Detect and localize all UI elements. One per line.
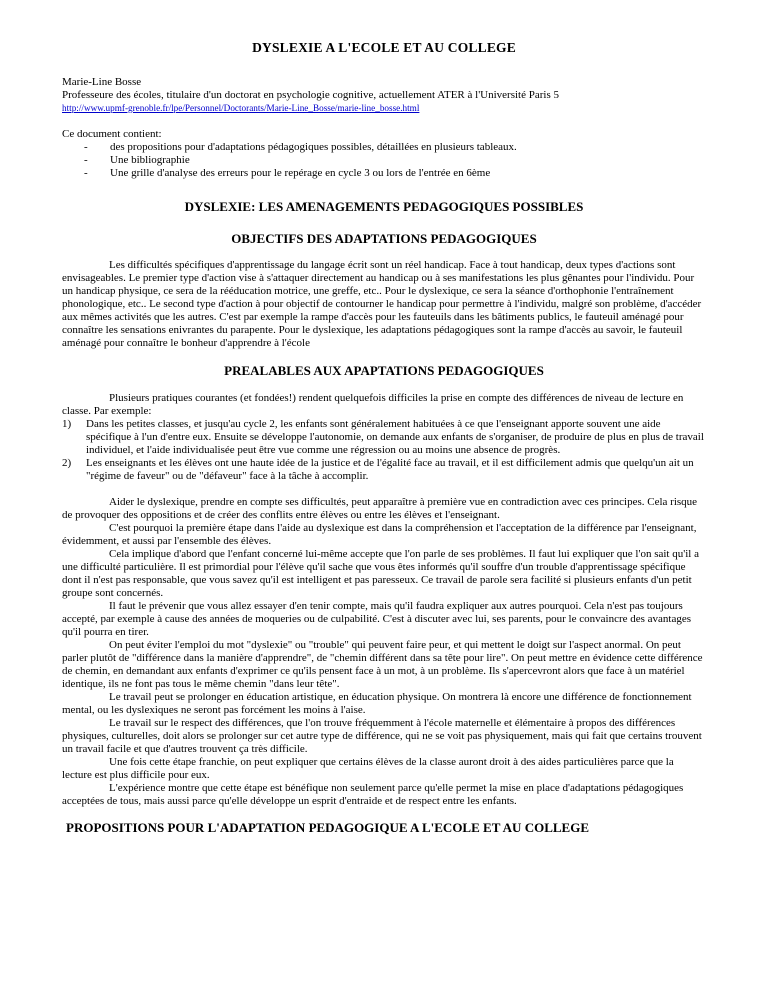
proposals-title: PROPOSITIONS POUR L'ADAPTATION PEDAGOGIQUE A L'ECOLE ET AU COLLEGE [66,820,589,835]
author-position: Professeure des écoles, titulaire d'un doctorat en psychologie cognitive, actuellement ATER à l'Université Paris 5 [62,89,559,101]
contents-intro: Ce document contient: [62,128,162,140]
prerequisites-item [62,457,706,483]
body-paragraph: C'est pourquoi la première étape dans l'aide au dyslexique est dans la compréhension et l'acceptation de la différence par l'enseignant, évidemment, et aussi par l'ensemble des élèves. [62,522,697,547]
body-paragraph: L'expérience montre que cette étape est bénéfique non seulement parce qu'elle permet la mise en place d'adaptations pédagogiques acceptées de tous, mais aussi parce qu'elle développe un esprit d'entraide et de respect entre les enfants. [62,782,684,807]
body-paragraph: Le travail sur le respect des différences, que l'on trouve fréquemment à l'école maternelle et élémentaire à propos des différences physiques, culturelles, doit alors se prolonger sur cet autre type de différence, qui ne se voit pas physiquement, mais qui fait que certains trouvent un travail facile et que d'autres trouvent ça très difficile. [62,717,702,755]
item-number: 1) [62,418,72,430]
body-paragraph: On peut éviter l'emploi du mot "dyslexie" ou "trouble" qui peuvent faire peur, et qui mettent le doigt sur l'aspect anormal. On peut parler plutôt de "différence dans la manière d'apprendre", de "chemin différent dans sa tête pour lire". On peut mettre en évidence cette différence de chemin, en demandant aux enfants d'exprimer ce qu'ils pensent face à un mot, à un problème. Ils s'apercevront alors que face à un matériel identique, ils ne font pas tous le même chemin "dans leur tête". [62,639,703,690]
prerequisites-title: PREALABLES AUX APAPTATIONS PEDAGOGIQUES [224,363,544,378]
body-paragraph: Il faut le prévenir que vous allez essayer d'en tenir compte, mais qu'il faudra expliquer aux autres pourquoi. Cela n'est pas toujours accepté, par exemple à cause des années de moqueries ou de culpabilité. C'est à discuter avec lui, ses parents, pour le convaincre des avantages qu'il pourra en tirer. [62,600,692,638]
item-number: 2) [62,457,72,469]
prerequisites-item [62,418,706,457]
prerequisites-intro: Plusieurs pratiques courantes (et fondées!) rendent quelquefois difficiles la prise en compte des différences de niveau de lecture en classe. Par exemple: [62,392,684,417]
item-text: Dans les petites classes, et jusqu'au cycle 2, les enfants sont généralement habituées à ce que l'enseignant apporte souvent une aide spécifique à l'un d'entre eux. Ensuite se développe l'autonomie, on demande aux enfants de s'organiser, de produire de plus en plus de travail individuel, et l'aide individualisée peut être vue comme une régression ou au moins une absence de progrès. [86,418,704,456]
objectives-paragraph: Les difficultés spécifiques d'apprentissage du langage écrit sont un réel handicap. Face à tout handicap, deux types d'actions sont envisageables. Le premier type d'action vise à s'attaquer directement au handicap ou à ses manifestations les plus gênantes pour l'individu. Pour un handicap physique, ce sera de la rééducation motrice, une greffe, etc.. Pour le dyslexique, ce sera la séance d'orthophonie l'entraînement phonologique, etc.. Le second type d'action à pour objectif de contourner le handicap pour permettre à l'individu, malgré son problème, d'accéder aux mêmes activités que les autres. C'est par exemple la rampe d'accès pour les fauteuils dans les bâtiments publics, le fauteuil aménagé pour connaître les sensations enivrantes du parapente. Pour le dyslexique, les adaptations pédagogiques sont la rampe d'accès au savoir, le fauteuil aménagé pour connaître le bonheur d'apprendre à l'école [62,259,702,349]
contents-item: - Une bibliographie [84,154,706,167]
body-paragraph: Cela implique d'abord que l'enfant concerné lui-même accepte que l'on parle de ses problèmes. Il faut lui expliquer que l'on sait qu'il a une difficulté particulière. Il est primordial pour l'élève qu'il sache que vous êtes informés qu'il souffre d'un trouble d'apprentissage spécifique dont il n'est pas responsable, que vous savez qu'il est intelligent et pas paresseux. Ce travail de parole sera facilité si plusieurs enfants d'un petit groupe sont concernés. [62,548,699,599]
author-name: Marie-Line Bosse [62,76,142,88]
prerequisites-list [62,418,706,483]
paragraph-spacer [62,483,706,496]
body-paragraph: Une fois cette étape franchie, on peut expliquer que certains élèves de la classe auront droit à des aides particulières parce que la lecture est plus difficile pour eux. [62,756,674,781]
document-title: DYSLEXIE A L'ECOLE ET AU COLLEGE [252,40,516,55]
contents-item: - Une grille d'analyse des erreurs pour le repérage en cycle 3 ou lors de l'entrée en 6ème [84,167,706,180]
body-paragraph: Aider le dyslexique, prendre en compte ses difficultés, peut apparaître à première vue en contradiction avec ces principes. Cela risque de provoquer des oppositions et de créer des conflits entre élèves ou entre les élèves et l'enseignant. [62,496,698,521]
author-homepage-link[interactable]: http://www.upmf-grenoble.fr/lpe/Personnel/Doctorants/Marie-Line_Bosse/marie-line_bosse.html [62,103,420,113]
contents-item: - des propositions pour d'adaptations pédagogiques possibles, détaillées en plusieurs tableaux. [84,141,706,154]
contents-list [62,141,706,180]
body-paragraph: Le travail peut se prolonger en éducation artistique, en éducation physique. On montrera là encore une différence de fonctionnement mental, ou les dyslexiques ne seront pas forcément les moins à l'aise. [62,691,692,716]
section-title-amenagements: DYSLEXIE: LES AMENAGEMENTS PEDAGOGIQUES POSSIBLES [184,199,584,214]
item-text: Les enseignants et les élèves ont une haute idée de la justice et de l'égalité face au travail, et il est difficilement admis que quelqu'un ait un "régime de faveur" ou de "défaveur" face à la tâche à accomplir. [86,457,694,482]
objectives-title: OBJECTIFS DES ADAPTATIONS PEDAGOGIQUES [231,231,537,246]
author-block [62,76,706,115]
